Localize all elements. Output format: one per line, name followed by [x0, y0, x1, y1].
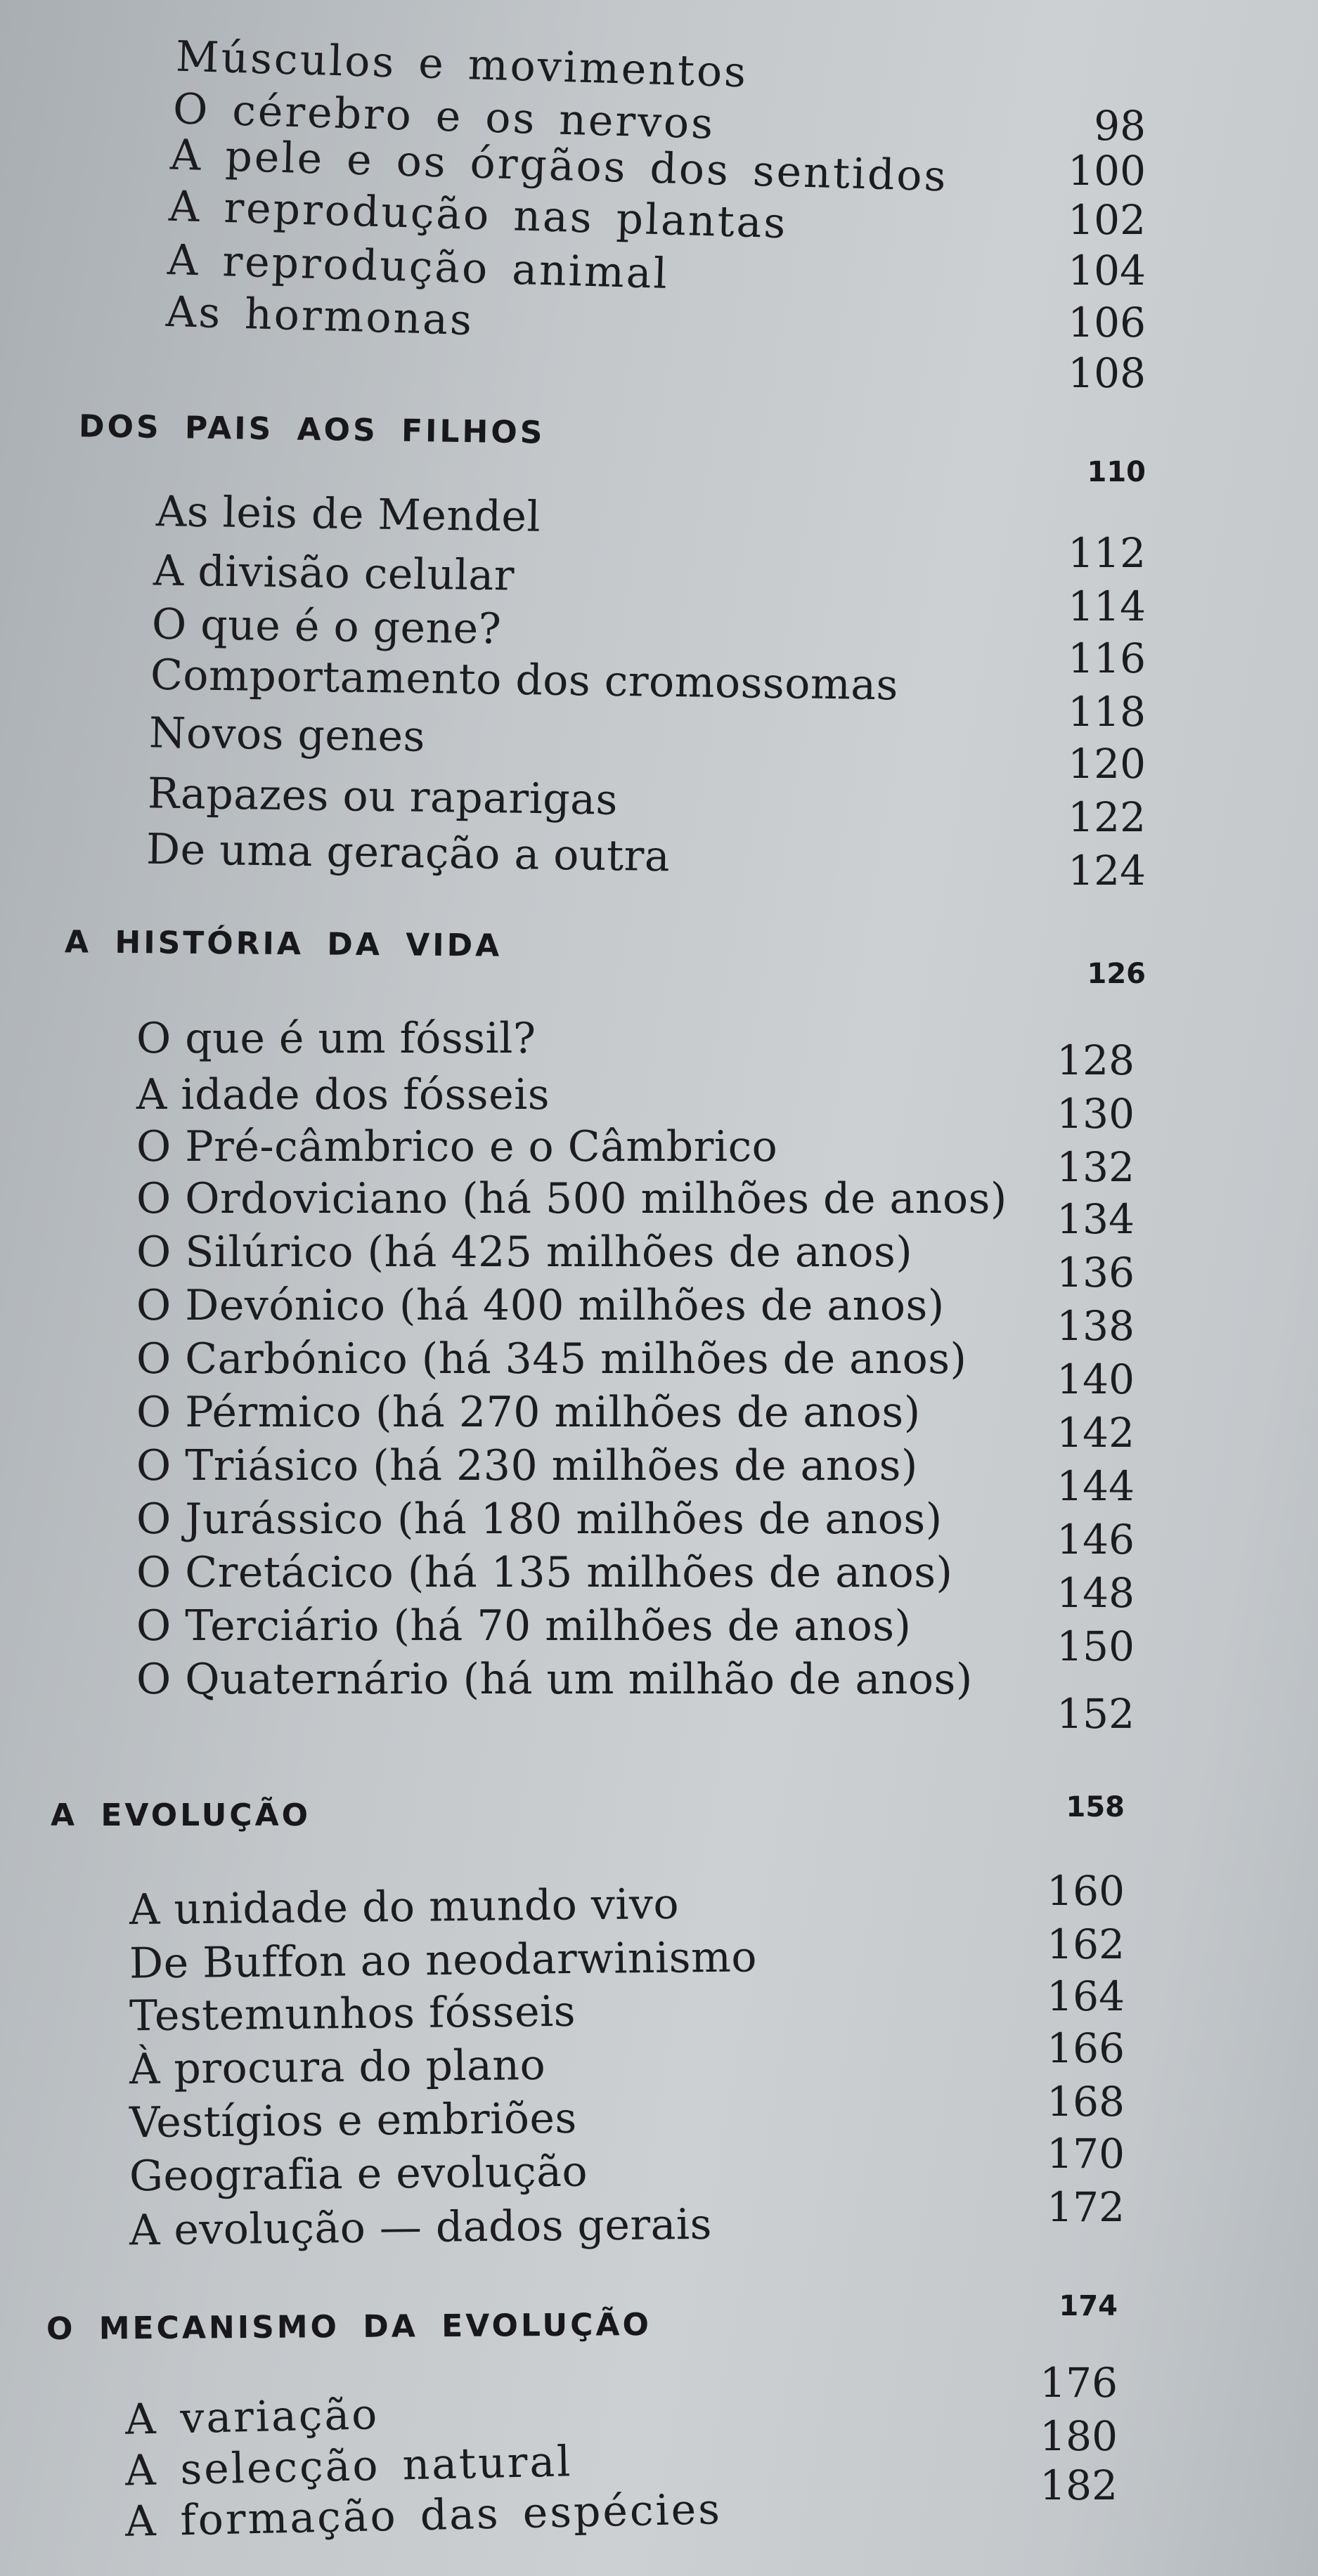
page-number: 116 [1068, 635, 1146, 682]
page-number: 142 [1057, 1409, 1135, 1457]
page-number: 136 [1057, 1249, 1135, 1296]
toc-entry: O Ordoviciano (há 500 milhões de anos) [136, 1174, 1007, 1223]
toc-entry: À procura do plano [129, 2040, 546, 2095]
page-number: 118 [1068, 688, 1146, 736]
page-number: 148 [1057, 1569, 1135, 1617]
page-number: 170 [1047, 2130, 1125, 2178]
page-number: 168 [1047, 2078, 1125, 2126]
section-page-number: 158 [1066, 1791, 1125, 1823]
page-number: 104 [1068, 247, 1146, 294]
toc-entry: De Buffon ao neodarwinismo [129, 1932, 758, 1989]
page-number: 138 [1057, 1302, 1135, 1350]
toc-entry: Músculos e movimentos [175, 32, 749, 98]
toc-entry: Vestígios e embriões [129, 2093, 578, 2148]
page-number: 172 [1047, 2183, 1125, 2231]
toc-entry: A unidade do mundo vivo [129, 1879, 680, 1935]
page-number: 106 [1068, 299, 1146, 346]
page-number: 150 [1057, 1622, 1135, 1670]
toc-entry: Rapazes ou raparigas [147, 769, 619, 825]
toc-entry: O Pré-câmbrico e o Câmbrico [136, 1122, 778, 1171]
toc-entry: A formação das espécies [124, 2485, 723, 2546]
toc-entry: O cérebro e os nervos [172, 84, 716, 149]
toc-entry: Testemunhos fósseis [129, 1986, 576, 2041]
section-heading: A HISTÓRIA DA VIDA [64, 924, 503, 964]
toc-entry: As leis de Mendel [155, 487, 541, 542]
page-number: 120 [1068, 740, 1146, 788]
page-number: 102 [1068, 196, 1146, 244]
toc-entry: A pele e os órgãos dos sentidos [169, 130, 949, 202]
section-page-number: 110 [1087, 456, 1146, 488]
page-number: 152 [1057, 1690, 1135, 1738]
toc-entry: O que é um fóssil? [136, 1014, 536, 1063]
page-number: 134 [1057, 1195, 1135, 1243]
page-number: 132 [1057, 1143, 1135, 1191]
page-number: 140 [1057, 1355, 1135, 1403]
page-number: 144 [1057, 1462, 1135, 1510]
toc-entry: A evolução — dados gerais [129, 2199, 713, 2256]
section-page-number: 126 [1087, 958, 1146, 990]
page-number: 166 [1047, 2024, 1125, 2072]
toc-entry: O Devónico (há 400 milhões de anos) [136, 1281, 945, 1330]
page-number: 130 [1057, 1090, 1135, 1138]
page-number: 180 [1040, 2412, 1118, 2460]
toc-entry: O Cretácico (há 135 milhões de anos) [136, 1548, 953, 1597]
section-heading: DOS PAIS AOS FILHOS [78, 408, 545, 451]
toc-entry: Comportamento dos cromossomas [150, 650, 899, 710]
page-number: 146 [1057, 1516, 1135, 1563]
toc-entry: A divisão celular [153, 546, 515, 601]
toc-entry: Novos genes [148, 708, 426, 762]
toc-entry: O Triásico (há 230 milhões de anos) [136, 1441, 918, 1490]
page-number: 162 [1047, 1920, 1125, 1968]
toc-entry: A reprodução nas plantas [168, 181, 789, 249]
page-number: 182 [1040, 2461, 1118, 2509]
toc-entry: A reprodução animal [167, 235, 670, 299]
toc-entry: O Quaternário (há um milhão de anos) [136, 1655, 973, 1704]
page-number: 114 [1068, 583, 1146, 630]
page-number: 128 [1057, 1036, 1135, 1084]
toc-entry: O Terciário (há 70 milhões de anos) [136, 1601, 912, 1651]
page-number: 124 [1068, 847, 1146, 895]
toc-entry: De uma geração a outra [146, 824, 671, 882]
toc-entry: A idade dos fósseis [136, 1070, 550, 1119]
toc-entry: O Silúrico (há 425 milhões de anos) [136, 1228, 913, 1277]
section-heading: O MECANISMO DA EVOLUÇÃO [46, 2306, 652, 2348]
toc-entry: O Jurássico (há 180 milhões de anos) [136, 1495, 943, 1544]
toc-entry: O Carbónico (há 345 milhões de anos) [136, 1334, 967, 1384]
page-number: 98 [1094, 102, 1146, 150]
toc-entry: A variação [124, 2390, 380, 2445]
page-number: 122 [1068, 793, 1146, 841]
page-number: 112 [1068, 529, 1146, 577]
page-number: 108 [1068, 349, 1146, 397]
toc-entry: As hormonas [165, 287, 474, 346]
toc-entry: A selecção natural [124, 2437, 574, 2496]
section-heading: A EVOLUÇÃO [51, 1797, 311, 1833]
page-number: 176 [1040, 2359, 1118, 2407]
section-page-number: 174 [1059, 2290, 1118, 2322]
toc-entry: O Pérmico (há 270 milhões de anos) [136, 1388, 921, 1437]
page-number: 164 [1047, 1972, 1125, 2020]
toc-entry: Geografia e evolução [129, 2147, 588, 2201]
page-number: 160 [1047, 1867, 1125, 1915]
page-number: 100 [1068, 147, 1146, 195]
toc-entry: O que é o gene? [151, 599, 502, 654]
